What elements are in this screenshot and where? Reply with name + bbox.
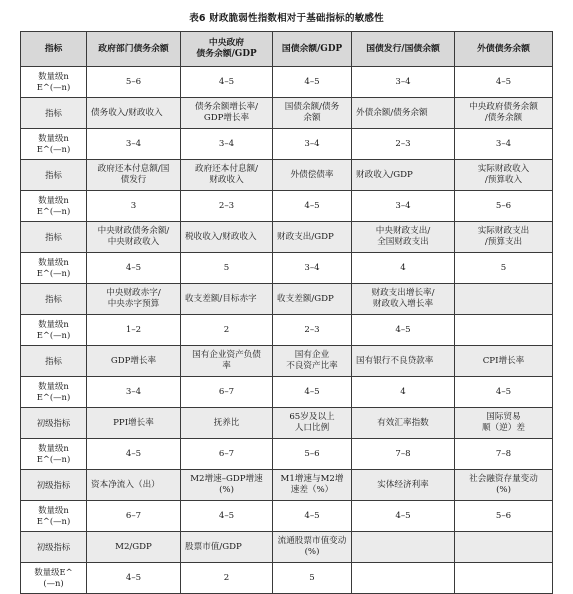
table-cell [352,532,455,563]
table-cell: 收支差额/GDP [273,284,352,315]
table-row [21,532,553,563]
table-cell: 4–5 [455,377,553,408]
table-cell [455,284,553,315]
header-cell-indicator: 指标 [21,32,87,67]
table-cell: 5 [273,563,352,594]
table-cell: 中央政府债务余额 /债务余额 [455,98,553,129]
table-cell: 4–5 [87,563,181,594]
table-cell: M1增速与M2增 速差（%） [273,470,352,501]
table-row [21,377,553,408]
table-cell [455,563,553,594]
table-row [21,563,553,594]
row-label-cell: 初级指标 [21,470,87,501]
table-cell: 财政支出/GDP [273,222,352,253]
table-cell: 国债余额/债务 余额 [273,98,352,129]
row-label-cell: 指标 [21,98,87,129]
row-label-cell: 数量级n E^(—n) [21,501,87,532]
table-cell [455,315,553,346]
table-cell: 实体经济利率 [352,470,455,501]
table-row [21,439,553,470]
table-cell: 政府还本付息额/国 债发行 [87,160,181,191]
row-label-cell: 数量级n E^(—n) [21,191,87,222]
table-cell: 股票市值/GDP [181,532,273,563]
header-cell-central-debt-gdp: 中央政府 债务余额/GDP [181,32,273,67]
table-cell: 4–5 [352,315,455,346]
header-cell-treasury-gdp: 国债余额/GDP [273,32,352,67]
table-cell: 外债余额/债务余额 [352,98,455,129]
table-cell: 实际财政收入 /预算收入 [455,160,553,191]
table-row [21,222,553,253]
table-cell: 3 [87,191,181,222]
row-label-cell: 指标 [21,160,87,191]
table-cell: 3–4 [87,129,181,160]
table-caption: 表6 财政脆弱性指数相对于基础指标的敏感性 [189,13,384,24]
table-cell: 3–4 [273,129,352,160]
table-row [21,470,553,501]
table-cell: 5–6 [455,501,553,532]
table-cell: 债务余额增长率/ GDP增长率 [181,98,273,129]
table-cell: 中央财政支出/ 全国财政支出 [352,222,455,253]
row-label-cell: 数量级n E^(—n) [21,67,87,98]
sensitivity-table [20,31,553,594]
table-cell: 4–5 [273,67,352,98]
table-cell: 2 [181,315,273,346]
table-cell: M2增速–GDP增速 (%) [181,470,273,501]
table-cell: 4–5 [181,67,273,98]
table-cell: 收支差额/目标赤字 [181,284,273,315]
header-cell-foreign-debt: 外债债务余额 [455,32,553,67]
row-label-cell: 指标 [21,284,87,315]
table-cell: M2/GDP [87,532,181,563]
table-cell: 债务收入/财政收入 [87,98,181,129]
table-cell: 3–4 [87,377,181,408]
table-cell: 有效汇率指数 [352,408,455,439]
table-cell: 政府还本付息额/ 财政收入 [181,160,273,191]
row-label-cell: 数量级E^ (—n) [21,563,87,594]
table-cell: CPI增长率 [455,346,553,377]
table-cell: 流通股票市值变动 (%) [273,532,352,563]
table-cell: 3–4 [352,191,455,222]
row-label-cell: 初级指标 [21,408,87,439]
table-cell: 1–2 [87,315,181,346]
table-row [21,98,553,129]
table-cell: 财政收入/GDP [352,160,455,191]
row-label-cell: 数量级n E^(—n) [21,129,87,160]
table-cell: 国有银行不良贷款率 [352,346,455,377]
table-row [21,253,553,284]
header-cell-treasury-issue: 国债发行/国债余额 [352,32,455,67]
table-cell: 3–4 [352,67,455,98]
row-label-cell: 数量级n E^(—n) [21,315,87,346]
table-cell: 5–6 [87,67,181,98]
table-row [21,67,553,98]
table-cell: 3–4 [273,253,352,284]
table-cell: 4–5 [455,67,553,98]
row-label-cell: 指标 [21,222,87,253]
table-cell: 财政支出增长率/ 财政收入增长率 [352,284,455,315]
table-cell: 65岁及以上 人口比例 [273,408,352,439]
row-label-cell: 数量级n E^(—n) [21,377,87,408]
table-cell: PPI增长率 [87,408,181,439]
table-cell: 3–4 [455,129,553,160]
table-cell: 5 [455,253,553,284]
table-row [21,284,553,315]
table-cell: 2–3 [181,191,273,222]
table-cell: 中央财政债务余额/ 中央财政收入 [87,222,181,253]
table-cell [455,532,553,563]
row-label-cell: 初级指标 [21,532,87,563]
table-cell: 抚养比 [181,408,273,439]
table-cell: 国有企业资产负债 率 [181,346,273,377]
table-row [21,408,553,439]
table-cell: 国有企业 不良资产比率 [273,346,352,377]
table-cell: 4 [352,253,455,284]
table-cell: 4–5 [273,377,352,408]
table-cell: 3–4 [181,129,273,160]
table-row [21,501,553,532]
table-row [21,129,553,160]
table-cell: 4–5 [273,191,352,222]
table-row [21,160,553,191]
table-cell: 5–6 [273,439,352,470]
table-cell: 6–7 [181,377,273,408]
table-cell: 实际财政支出 /预算支出 [455,222,553,253]
table-cell: 6–7 [181,439,273,470]
table-cell: 7–8 [352,439,455,470]
row-label-cell: 指标 [21,346,87,377]
table-cell: 税收收入/财政收入 [181,222,273,253]
table-cell: 7–8 [455,439,553,470]
table-header-row [21,32,553,67]
row-label-cell: 数量级n E^(—n) [21,253,87,284]
table-cell [352,563,455,594]
header-cell-gov-debt: 政府部门债务余额 [87,32,181,67]
table-cell: 4 [352,377,455,408]
table-row [21,191,553,222]
table-cell: 4–5 [181,501,273,532]
table-cell: 2–3 [352,129,455,160]
table-cell: 社会融资存量变动 (%) [455,470,553,501]
table-cell: 5–6 [455,191,553,222]
table-body [21,32,553,594]
table-cell: 5 [181,253,273,284]
table-cell: 2–3 [273,315,352,346]
table-cell: 2 [181,563,273,594]
table-cell: 4–5 [352,501,455,532]
row-label-cell: 数量级n E^(—n) [21,439,87,470]
table-row [21,346,553,377]
table-cell: 4–5 [87,253,181,284]
table-cell: GDP增长率 [87,346,181,377]
table-row [21,315,553,346]
table-cell: 中央财政赤字/ 中央赤字预算 [87,284,181,315]
table-cell: 4–5 [87,439,181,470]
table-cell: 外债偿债率 [273,160,352,191]
table-cell: 4–5 [273,501,352,532]
table-cell: 6–7 [87,501,181,532]
table-cell: 资本净流入（出） [87,470,181,501]
table-cell: 国际贸易 顺（逆）差 [455,408,553,439]
